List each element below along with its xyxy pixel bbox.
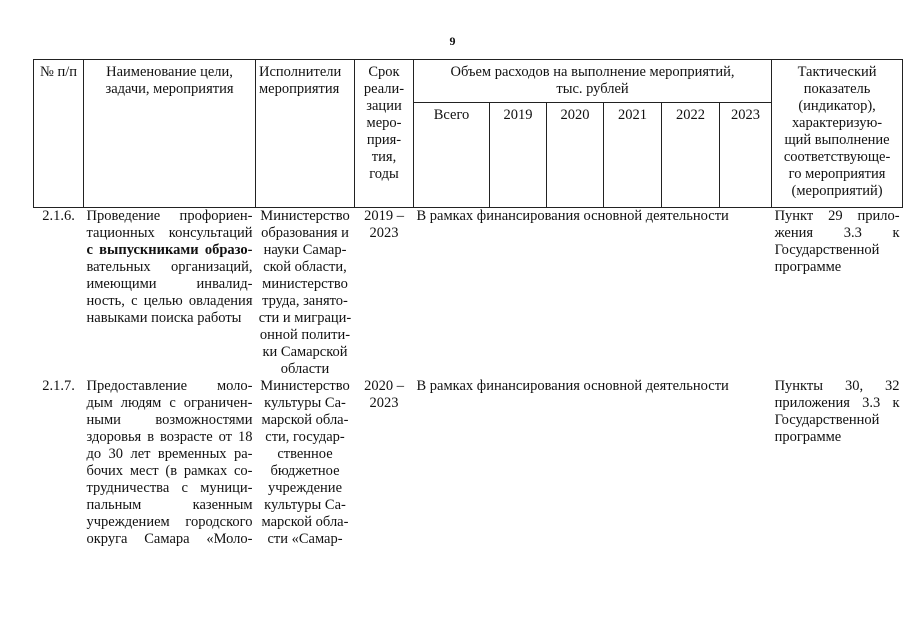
activity-line: ными возможностями: [86, 412, 253, 428]
page-number: 9: [449, 34, 456, 48]
row-term: [355, 378, 414, 548]
header-name-line: Наименование цели,: [106, 64, 233, 80]
executor-line: ской области,: [263, 259, 347, 275]
header-year-2023: 2023: [720, 103, 772, 208]
executor-line: марской обла-: [261, 412, 349, 428]
activity-line: Проведение профориен-: [86, 208, 253, 224]
indicator-line: Пункты 30, 32: [774, 378, 900, 394]
executor-line: учреждение: [267, 480, 342, 496]
header-indicator-line: го мероприятия: [788, 166, 886, 182]
header-total: Всего: [414, 103, 490, 208]
row-expenses: В рамках финансирования основной деятельности: [416, 208, 729, 224]
header-indicator-line: щий выполнение: [784, 132, 890, 148]
executor-line: науки Самар-: [263, 242, 347, 258]
activity-line: пальным казенным: [86, 497, 253, 513]
row-expenses: В рамках финансирования основной деятельности: [416, 378, 729, 394]
activity-line: с выпускниками образо-: [86, 242, 253, 258]
table-row: [34, 208, 903, 379]
term-line: 2023: [369, 225, 399, 241]
indicator-line: программе: [774, 259, 842, 275]
activity-line: ность, с целью овладения: [86, 293, 253, 309]
executor-line: культуры Са-: [264, 497, 346, 513]
header-term-line: тия,: [371, 149, 397, 165]
indicator-line: приложения 3.3 к: [774, 395, 900, 411]
term-line: 2023: [369, 395, 399, 411]
header-executors-line: Исполнители: [259, 64, 342, 80]
header-indicator-line: (индикатор),: [798, 98, 876, 114]
header-expenses-line: тыс. рублей: [556, 81, 629, 97]
indicator-line: жения 3.3 к: [774, 225, 900, 241]
executor-line: образования и: [261, 225, 349, 241]
row-activity-name: [84, 378, 256, 548]
activity-line: вательных организаций,: [86, 259, 253, 275]
executor-line: сти, государ-: [265, 429, 345, 445]
activity-line: округа Самара «Моло-: [86, 531, 253, 547]
row-indicator: [772, 208, 903, 379]
header-expenses-line: Объем расходов на выполнение мероприятий,: [450, 64, 735, 80]
activity-line: имеющими инвалид-: [86, 276, 253, 292]
term-line: 2020 –: [364, 378, 404, 394]
row-indicator: [772, 378, 903, 548]
executor-line: ственное: [277, 446, 333, 462]
header-term-line: зации: [366, 98, 402, 114]
header-expenses: [414, 60, 772, 103]
header-name: [84, 60, 256, 208]
activity-line: до 30 лет временных ра-: [86, 446, 253, 462]
executor-line: марской обла-: [261, 514, 349, 530]
activity-line: бочих мест (в рамках со-: [86, 463, 253, 479]
header-indicator-line: характеризую-: [791, 115, 883, 131]
activity-line: трудничества с муници-: [86, 480, 253, 496]
header-year-2020: 2020: [547, 103, 604, 208]
executor-line: труда, занято-: [262, 293, 348, 309]
executor-line: онной полити-: [259, 327, 351, 343]
executor-line: области: [280, 361, 330, 377]
activities-table: [33, 59, 903, 548]
indicator-line: программе: [774, 429, 842, 445]
row-executors: [256, 378, 355, 548]
executor-line: сти «Самар-: [267, 531, 343, 547]
activity-line: навыками поиска работы: [86, 310, 242, 326]
executor-line: бюджетное: [270, 463, 340, 479]
row-executors: [256, 208, 355, 379]
header-term-line: меро-: [366, 115, 402, 131]
header-executors-line: мероприятия: [259, 81, 340, 97]
activity-line: дым людям с ограничен-: [86, 395, 253, 411]
header-term-line: Срок: [368, 64, 400, 80]
row-number: 2.1.7.: [42, 378, 75, 394]
executor-line: Министерство: [260, 378, 350, 394]
activity-line: тационных консультаций: [86, 225, 253, 241]
header-name-line: задачи, мероприятия: [105, 81, 234, 97]
header-year-2022: 2022: [662, 103, 720, 208]
executor-line: ки Самарской: [262, 344, 348, 360]
header-indicator-line: показатель: [803, 81, 871, 97]
header-executors: [256, 60, 355, 208]
activity-line: Предоставление моло-: [86, 378, 253, 394]
executor-line: культуры Са-: [264, 395, 346, 411]
activity-line: здоровья в возрасте от 18: [86, 429, 253, 445]
header-num: № п/п: [34, 60, 84, 208]
row-number: 2.1.6.: [42, 208, 75, 224]
header-term: [355, 60, 414, 208]
header-year-2021: 2021: [604, 103, 662, 208]
header-term-line: реали-: [363, 81, 405, 97]
executor-line: министерство: [262, 276, 348, 292]
indicator-line: Пункт 29 прило-: [774, 208, 900, 224]
header-indicator: [772, 60, 903, 208]
table-row: [34, 378, 903, 548]
header-term-line: годы: [369, 166, 399, 182]
header-year-2019: 2019: [490, 103, 547, 208]
header-indicator-line: (мероприятий): [791, 183, 883, 199]
term-line: 2019 –: [364, 208, 404, 224]
header-term-line: прия-: [366, 132, 402, 148]
activity-line: учреждением городского: [86, 514, 253, 530]
indicator-line: Государственной: [774, 242, 880, 258]
header-indicator-line: Тактический: [797, 64, 877, 80]
row-term: [355, 208, 414, 379]
header-indicator-line: соответствующе-: [783, 149, 891, 165]
executor-line: Министерство: [260, 208, 350, 224]
executor-line: сти и миграци-: [258, 310, 352, 326]
indicator-line: Государственной: [774, 412, 880, 428]
row-activity-name: [84, 208, 256, 379]
